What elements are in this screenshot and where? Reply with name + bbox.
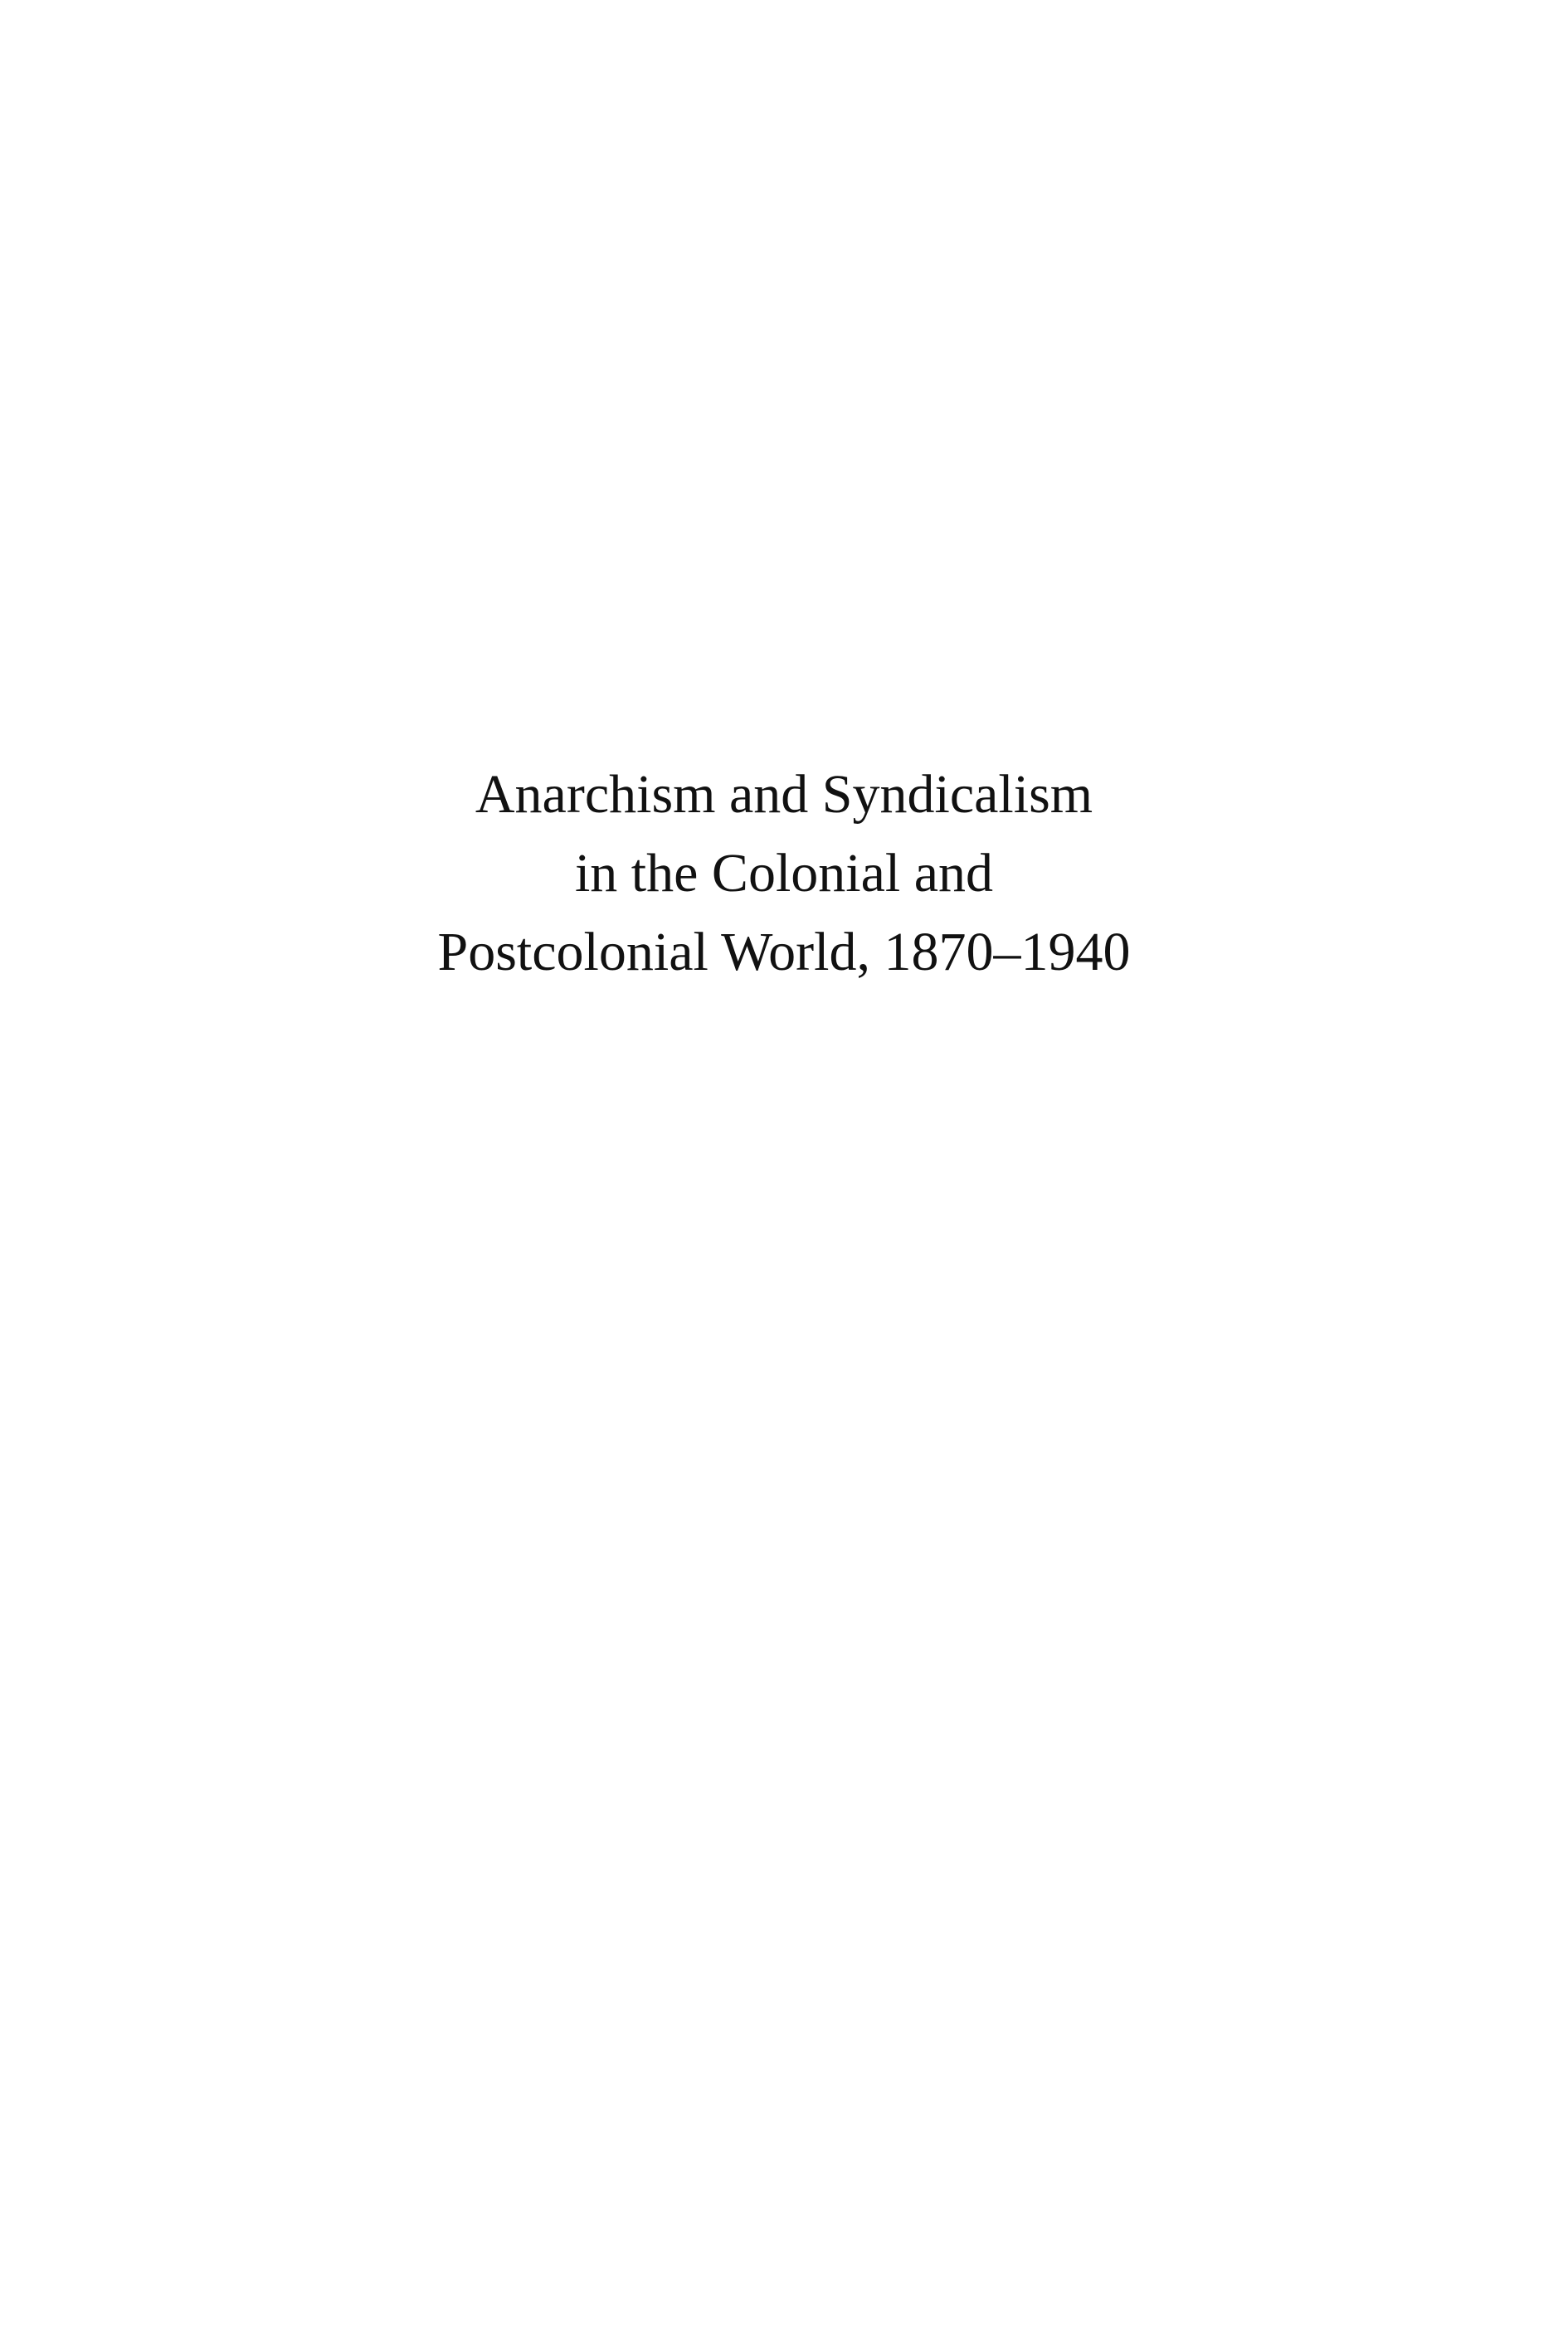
half-title [0,755,1568,991]
half-title-line-2: in the Colonial and [574,843,994,903]
half-title-line-1: Anarchism and Syndicalism [475,764,1093,825]
half-title-line-3: Postcolonial World, 1870–1940 [437,922,1131,982]
